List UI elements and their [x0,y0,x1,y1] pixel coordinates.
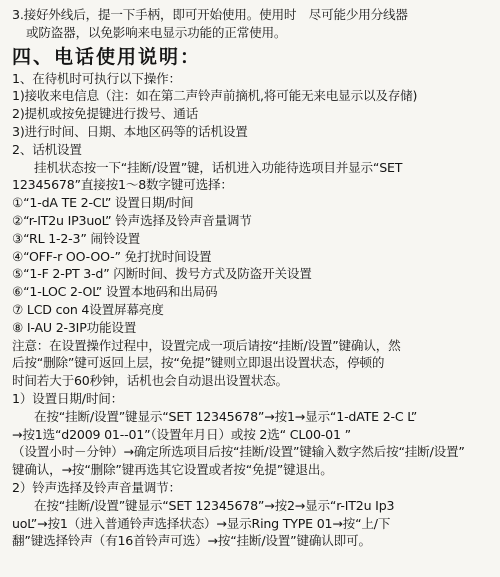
option-item: ③“RL 1-2-3” 闹铃设置 [12,230,141,246]
text-line: →按1选“d2009 01--01”（设置年月日）或按 2选“ CL00-01 ” [12,426,351,442]
option-item: ⑤“1-F 2-PT 3-d” 闪断时间、拨号方式及防盗开关设置 [12,266,312,282]
section-heading: 四、电话使用说明： [12,45,202,68]
intro-paragraph [12,6,492,42]
text-line: 2、话机设置 [12,141,82,157]
text-line: 3.接好外线后，提一下手柄，即可开始使用。使用时 尽可能少用分线器 [12,7,408,22]
text-line: 3)进行时间、日期、本地区码等的话机设置 [12,123,248,139]
text-line: 1、在待机时可执行以下操作： [12,70,181,86]
text-line: 翻”键选择铃声（有16首铃声可选）→按“挂断/设置”键确认即可。 [12,533,371,549]
subsection-title: 2）铃声选择及铃声音量调节： [12,479,181,495]
option-item: ①“1-dA TE 2-CL” 设置日期/时间 [12,195,194,211]
text-line: 1)接收来电信息（注：如在第二声铃声前摘机,将可能无来电显示以及存储) [12,88,418,104]
text-line: 2)提机或按免提键进行拨号、通话 [12,106,199,122]
text-line: 在按“挂断/设置”键显示“SET 12345678”→按1→显示“1-dATE 2-C L” [34,408,418,424]
option-item: ⑥“1-LOC 2-OL” 设置本地码和出局码 [12,284,218,300]
note-line: 时间若大于60秒钟，话机也会自动退出设置状态。 [12,373,288,389]
note-line: 后按“删除”键可返回上层，按“免提”键则立即退出设置状态，停顿的 [12,355,385,371]
text-line: 在按“挂断/设置”键显示“SET 12345678”→按2→显示“r-IT2u Ip3 [34,497,395,513]
text-line: 或防盗器，以免影响来电显示功能的正常使用。 [26,24,287,40]
text-line: 键确认，→按“删除”键再选其它设置或者按“免提”键退出。 [12,462,333,478]
option-item: ④“OFF-r OO-OO-” 免打扰时间设置 [12,248,212,264]
option-item: ⑧ I-AU 2-3IP功能设置 [12,319,137,335]
text-line: 挂机状态按一下“挂断/设置”键，话机进入功能待选项目并显示“SET [34,159,403,175]
note-line: 注意：在设置操作过程中，设置完成一项后请按“挂断/设置”键确认，然 [12,337,401,353]
subsection-title: 1）设置日期/时间： [12,390,124,406]
option-item: ⑦ LCD con 4设置屏幕亮度 [12,301,164,317]
text-line: uoL”→按1（进入普通铃声选择状态）→显示Ring TYPE 01→按“上/下 [12,515,391,531]
section-body [12,70,492,551]
option-item: ②“r-IT2u IP3uoL” 铃声选择及铃声音量调节 [12,212,252,228]
text-line: （设置小时－分钟）→确定所选项目后按“挂断/设置”键输入数字然后按“挂断/设置” [12,444,465,460]
text-line: 12345678”直接按1～8数字键可选择： [12,177,233,193]
